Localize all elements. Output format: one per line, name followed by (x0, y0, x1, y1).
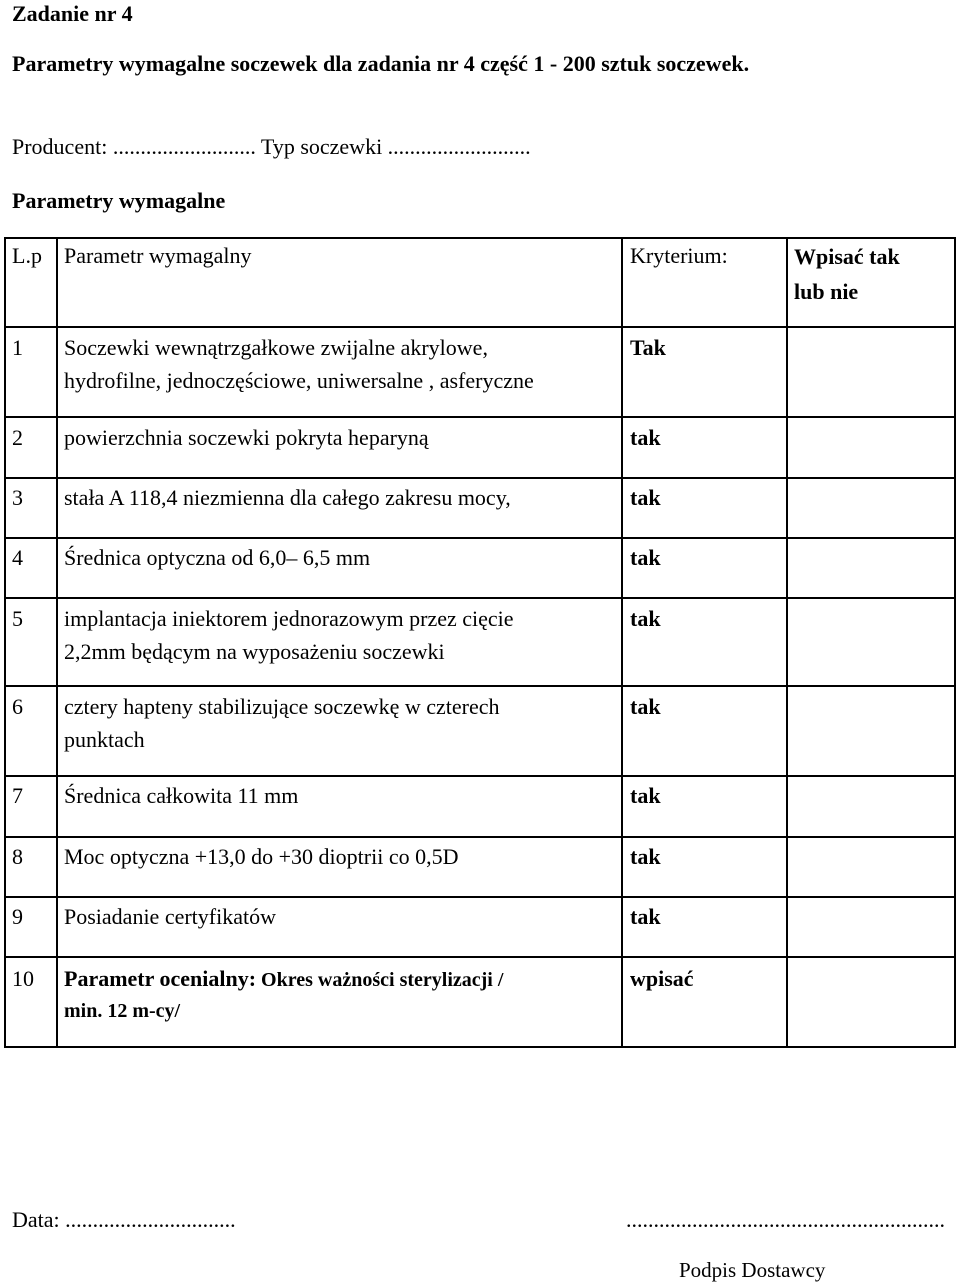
row-parameter-cont: hydrofilne, jednoczęściowe, uniwersalne , asferyczne (64, 368, 534, 393)
signature-line: .......................................................... (626, 1207, 945, 1232)
table-row-divider (4, 537, 956, 539)
section-title: Parametry wymagalne (12, 188, 226, 213)
row-criterion: tak (630, 783, 661, 808)
row-number: 3 (12, 485, 23, 510)
table-row-divider (4, 477, 956, 479)
row-criterion: tak (630, 904, 661, 929)
header-entry-line1: Wpisać tak (794, 244, 900, 269)
document-title: Zadanie nr 4 (12, 1, 133, 26)
table-row-divider (4, 326, 956, 328)
header-criterion: Kryterium: (630, 243, 728, 268)
row-parameter: Średnica optyczna od 6,0– 6,5 mm (64, 545, 371, 570)
row-parameter-cont: min. 12 m-cy/ (64, 1000, 181, 1022)
row-number: 1 (12, 335, 23, 360)
row-criterion: tak (630, 606, 661, 631)
date-field: Data: ............................... (12, 1207, 236, 1232)
row-parameter: Posiadanie certyfikatów (64, 904, 276, 929)
row-parameter: cztery hapteny stabilizujące soczewkę w czterech (64, 694, 500, 719)
row-number: 6 (12, 694, 23, 719)
table-column-divider (786, 237, 788, 1048)
table-border-right (954, 237, 956, 1048)
row-parameter-cont: 2,2mm będącym na wyposażeniu soczewki (64, 639, 445, 664)
row-number: 5 (12, 606, 23, 631)
row-parameter: Średnica całkowita 11 mm (64, 783, 299, 808)
row-criterion: tak (630, 694, 661, 719)
row-criterion: tak (630, 425, 661, 450)
row-number: 8 (12, 844, 23, 869)
row-number: 9 (12, 904, 23, 929)
producer-line: Producent: .......................... Typ soczewki .......................... (12, 134, 531, 159)
header-lp: L.p (12, 243, 42, 268)
row-parameter: powierzchnia soczewki pokryta heparyną (64, 425, 429, 450)
row-parameter: implantacja iniektorem jednorazowym przez cięcie (64, 606, 514, 631)
header-entry-line2: lub nie (794, 279, 859, 304)
table-row-divider (4, 775, 956, 777)
row-criterion: Tak (630, 335, 666, 360)
table-row-divider (4, 896, 956, 898)
row-parameter-cont: punktach (64, 727, 145, 752)
table-row-divider (4, 956, 956, 958)
row-parameter (64, 962, 503, 997)
header-parameter: Parametr wymagalny (64, 243, 252, 268)
signature-label: Podpis Dostawcy (679, 1258, 826, 1282)
row-number: 7 (12, 783, 23, 808)
table-column-divider (621, 237, 623, 1048)
table-row-divider (4, 597, 956, 599)
table-border-left (4, 237, 6, 1048)
table-border-bottom (4, 1046, 956, 1048)
row-parameter: stała A 118,4 niezmienna dla całego zakresu mocy, (64, 485, 511, 510)
evaluated-parameter-text: Okres ważności sterylizacji / (256, 969, 504, 991)
row-criterion: wpisać (630, 966, 694, 991)
row-parameter: Soczewki wewnątrzgałkowe zwijalne akrylowe, (64, 335, 488, 360)
row-criterion: tak (630, 844, 661, 869)
row-parameter: Moc optyczna +13,0 do +30 dioptrii co 0,5D (64, 844, 459, 869)
document-subtitle: Parametry wymagalne soczewek dla zadania nr 4 część 1 - 200 sztuk soczewek. (12, 51, 750, 76)
row-number: 4 (12, 545, 23, 570)
table-row-divider (4, 416, 956, 418)
table-row-divider (4, 685, 956, 687)
evaluated-parameter-label: Parametr ocenialny: (64, 966, 257, 991)
row-criterion: tak (630, 545, 661, 570)
table-row-divider (4, 836, 956, 838)
row-number: 2 (12, 425, 23, 450)
table-column-divider (56, 237, 58, 1048)
row-criterion: tak (630, 485, 661, 510)
row-number: 10 (12, 966, 34, 991)
